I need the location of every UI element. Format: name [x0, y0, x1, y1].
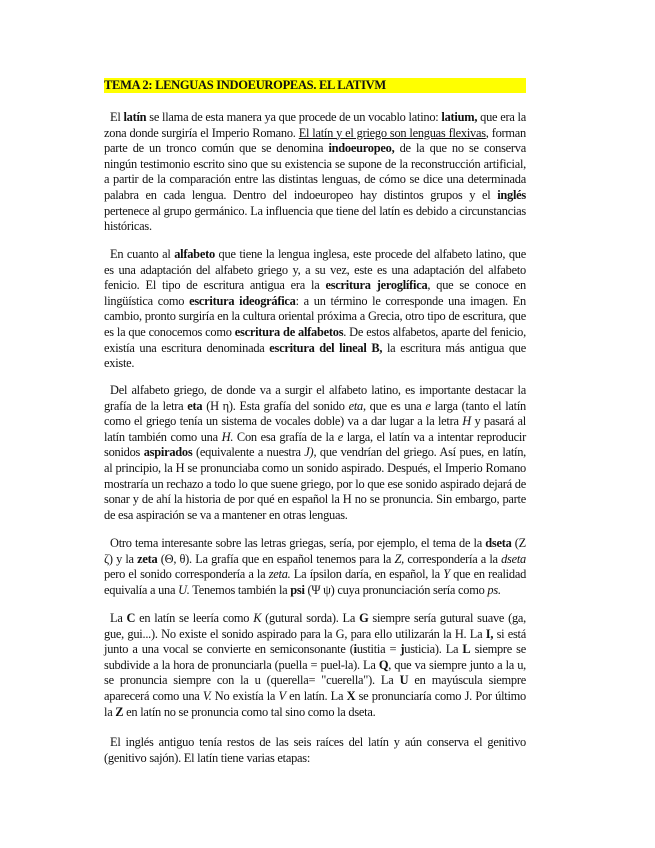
paragraph-greek-letters: Otro tema interesante sobre las letras griegas, sería, por ejemplo, el tema de la dseta (Ζ ζ) y la zeta (Θ, θ). La grafía que en español tenemos para la Z, correspondería a la dseta pero el sonido correspondería a la zeta. La ípsilon daría, en español, la Y que en realidad equivalía a una U. Tenemos también la psi (Ψ ψ) cuya pronunciación sería como ps.: [104, 536, 527, 597]
paragraph-latin-origin: El latín se llama de esta manera ya que procede de un vocablo latino: latium, que era la zona donde surgiría el Imperio Romano. El latín y el griego son lenguas flexivas, forman parte de un tronco común que se denomina indoeuropeo, de la que no se conserva ningún testimonio escrito sino que su existencia se supone de la reconstrucción artificial, a partir de la comparación entre las distintas lenguas, de cómo se dice una determinada palabra en cada lengua. Dentro del indoeuropeo hay distintos grupos y el inglés pertenece al grupo germánico. La influencia que tiene del latín es debido a circunstancias históricas.: [104, 110, 527, 234]
paragraph-old-english: El inglés antiguo tenía restos de las seis raíces del latín y aún conserva el genitivo (genitivo sajón). El latín tiene varias etapas:: [104, 735, 526, 765]
paragraph-alphabet: En cuanto al alfabeto que tiene la lengua inglesa, este procede del alfabeto latino, que es una adaptación del alfabeto griego y, a su vez, este es una adaptación del alfabeto fenicio. El tipo de escritura antigua era la escritura jeroglífica, que se conoce en lingüística como escritura ideográfica: a un término le corresponde una imagen. En cambio, pronto surgiría en la cultura oriental próxima a Grecia, otro tipo de escritura, que es la que conocemos como escritura de alfabetos. De estos alfabetos, aparte del fenicio, existía una escritura denominada escritura del lineal B, la escritura más antigua que existe.: [104, 247, 527, 371]
paragraph-greek-eta: Del alfabeto griego, de donde va a surgir el alfabeto latino, es importante destacar la grafía de la letra eta (Η η). Esta grafía del sonido eta, que es una e larga (tanto el latín como el griego tenía un sistema de vocales doble) va a dar lugar a la letra H y pasará al latín también como una H. Con esa grafía de la e larga, el latín va a intentar reproducir sonidos aspirados (equivalente a nuestra J), que vendrían del griego. Así pues, en latín, al principio, la H se pronunciaba como un sonido aspirado. Después, el Imperio Romano mostraría un rechazo a todo lo que suene griego, por lo que ese sonido aspirado dejará de sonar y de ahí la historia de por qué en español la H no se pronuncia. Sin embargo, parte de esa aspiración se va a mantener en otras lenguas.: [104, 383, 527, 522]
paragraph-latin-pronunciation: La C en latín se leería como K (gutural sorda). La G siempre sería gutural suave (ga, gue, gui...). No existe el sonido aspirado para la G, para ello utilizarán la H. La I, si está junto a una vocal se convierte en semiconsonante (iustitia = justicia). La L siempre se subdivide a la hora de pronunciarla (puella = puel-la). La Q, que va siempre junto a la u, se pronuncia siempre con la u (querella= "cuerella"). La U en mayúscula siempre aparecerá como una V. No existía la V en latín. La X se pronunciaría como J. Por último la Z en latín no se pronuncia como tal sino como la dseta.: [104, 611, 527, 719]
section-title: TEMA 2: LENGUAS INDOEUROPEAS. EL LATIVM: [104, 78, 526, 93]
